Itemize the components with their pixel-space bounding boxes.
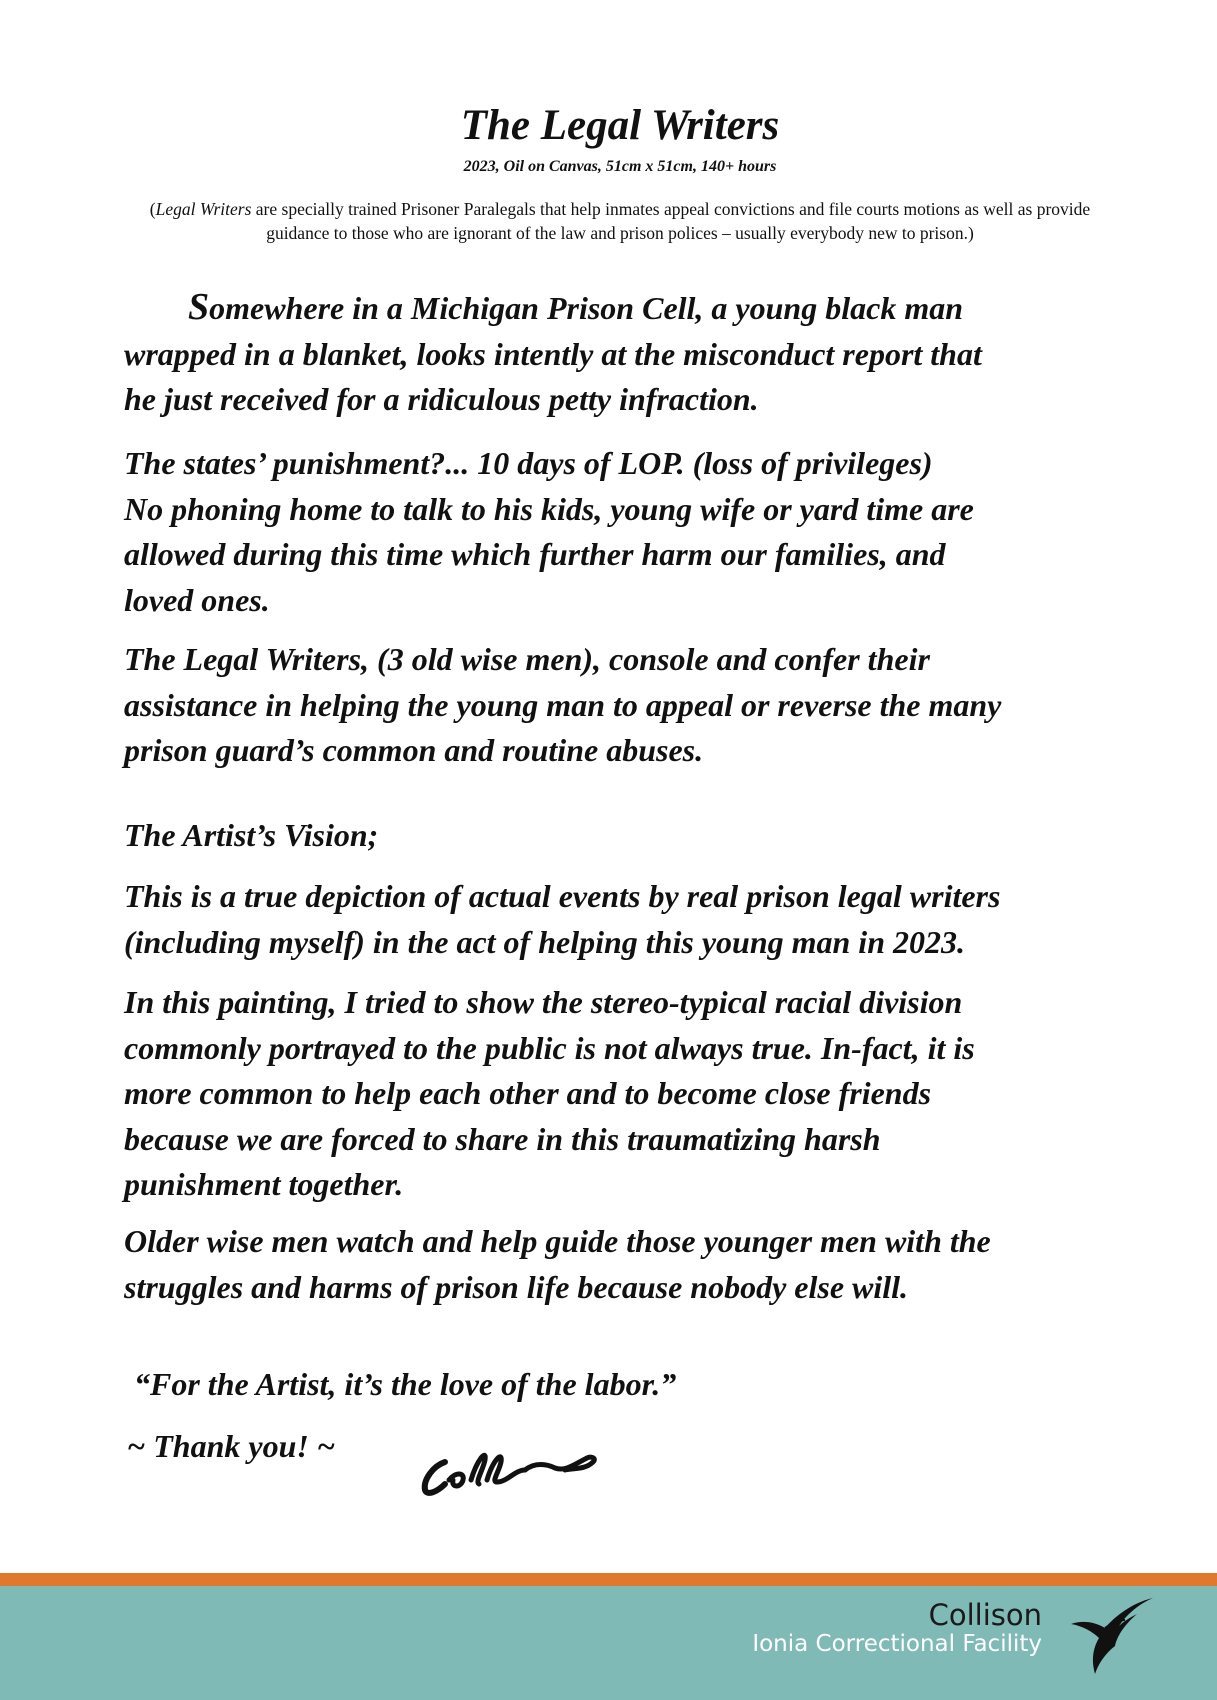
intro-text: are specially trained Prisoner Paralegals that help inmates appeal convictions and file courts motions as well as provide guidance to those who are ignorant of the law and prison polices – usually everybody new to prison.): [251, 199, 1091, 243]
section-heading-artists-vision: The Artist’s Vision;: [124, 817, 379, 853]
paragraph-racial-division: In this painting, I tried to show the stereo-typical racial division commonly portrayed to the public is not always true. In-fact, it is more common to help each other and to become close friends because we are forced to share in this traumatizing harsh punishment together.: [124, 984, 975, 1202]
page-title: The Legal Writers: [460, 102, 780, 149]
paragraph-older-wise-men: Older wise men watch and help guide those younger men with the struggles and harms of prison life because nobody else will.: [124, 1223, 991, 1305]
signature-icon: [415, 1440, 605, 1500]
footer-stripe: [0, 1573, 1217, 1586]
thank-you-line: ~ Thank you! ~: [127, 1428, 336, 1464]
paragraph-punishment: The states’ punishment?... 10 days of LOP. (loss of privileges) No phoning home to talk to his kids, young wife or yard time are allowed during this time which further harm our families, and loved ones.: [124, 445, 974, 618]
footer-artist-name: Collison: [928, 1598, 1042, 1632]
paragraph-opening: Somewhere in a Michigan Prison Cell, a young black man wrapped in a blanket, looks intently at the misconduct report that he just received for a ridiculous petty infraction.: [124, 286, 982, 417]
paragraph-legal-writers: The Legal Writers, (3 old wise men), console and confer their assistance in helping the young man to appeal or reverse the many prison guard’s common and routine abuses.: [124, 641, 1002, 768]
closing-quote: “For the Artist, it’s the love of the labor.”: [134, 1366, 677, 1402]
paragraph-true-depiction: This is a true depiction of actual events by real prison legal writers (including myself) in the act of helping this young man in 2023.: [124, 878, 1001, 960]
intro-open-paren: (: [149, 199, 156, 219]
swallow-bird-icon: [1065, 1590, 1165, 1680]
intro-note: [120, 197, 1120, 245]
footer-facility-name: Ionia Correctional Facility: [752, 1631, 1042, 1657]
artwork-details: 2023, Oil on Canvas, 51cm x 51cm, 140+ hours: [463, 158, 777, 175]
intro-term: Legal Writers: [155, 199, 252, 219]
